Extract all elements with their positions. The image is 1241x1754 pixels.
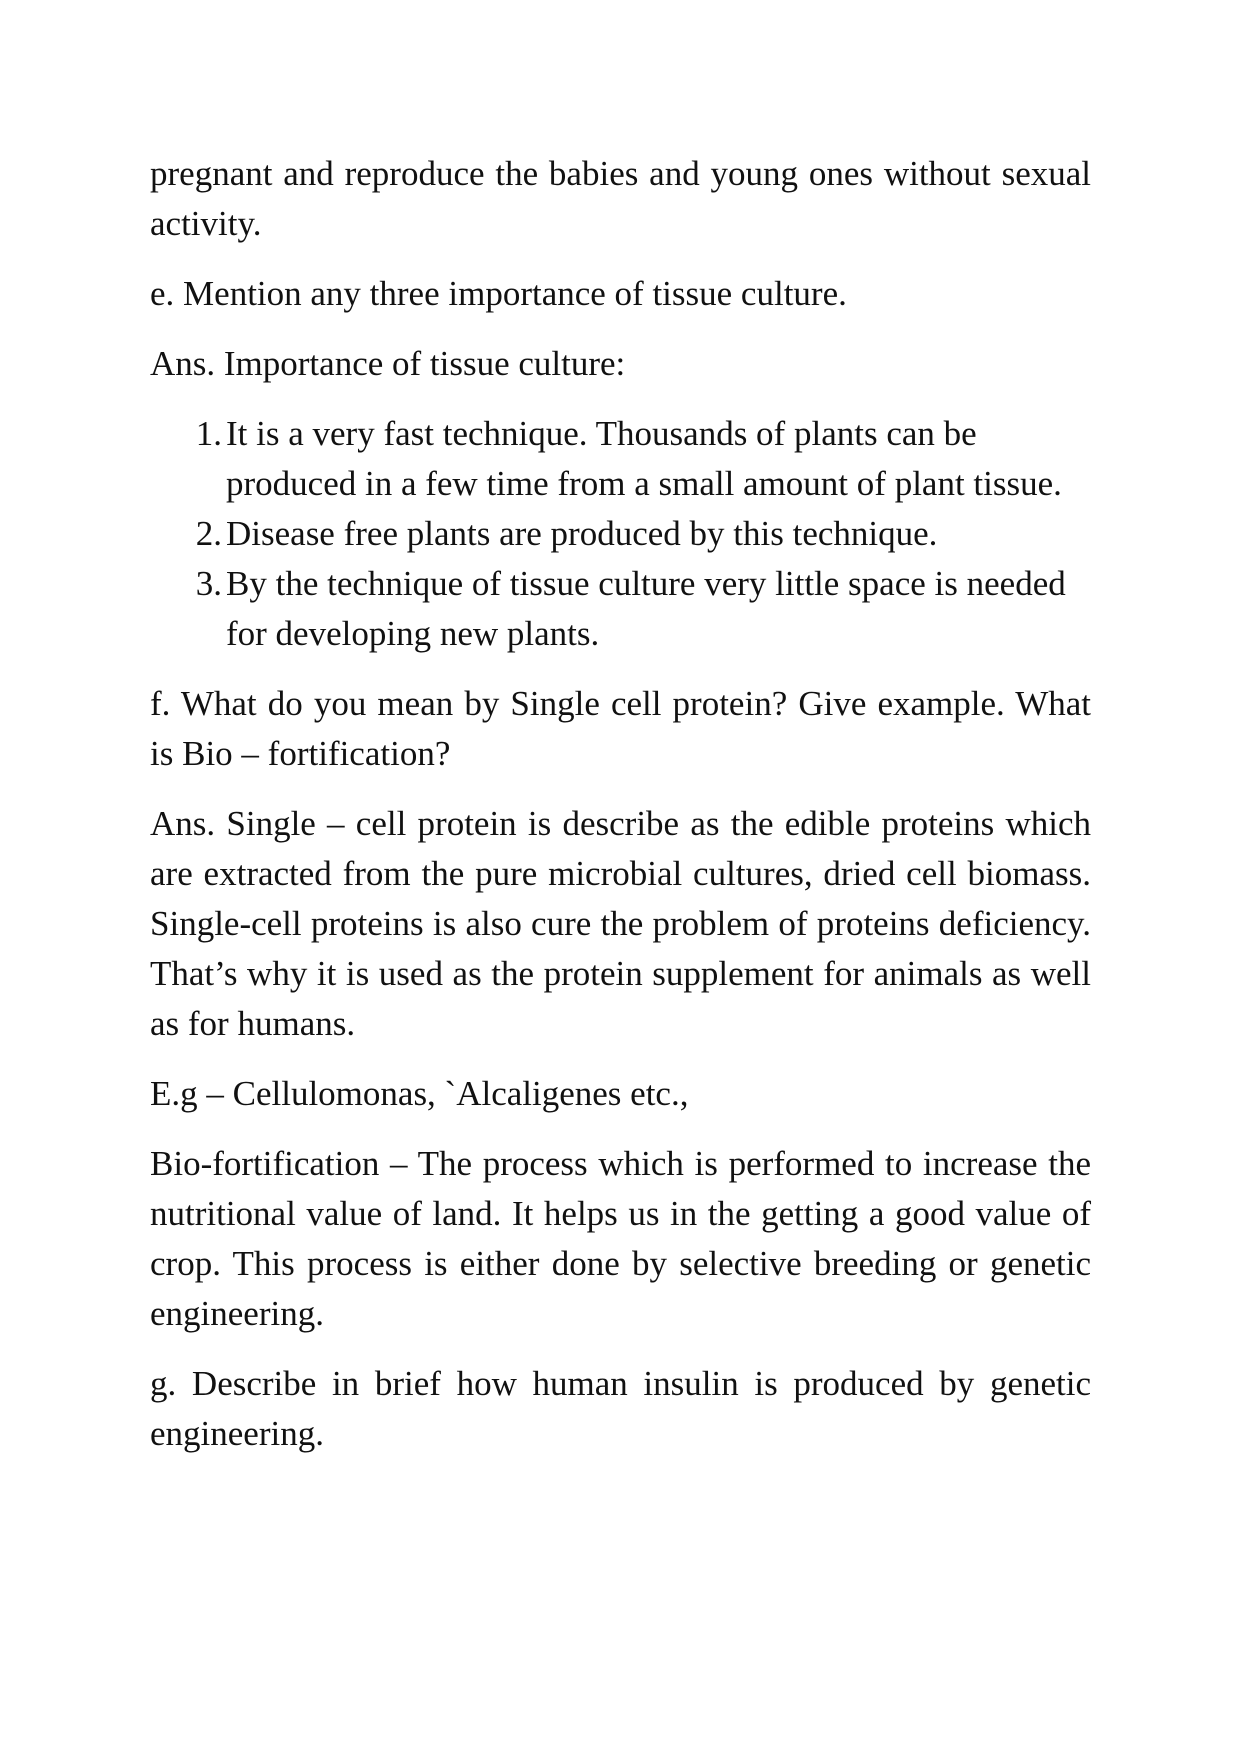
question-f: f. What do you mean by Single cell protein? Give example. What is Bio – fortification? — [150, 684, 1091, 773]
list-item — [195, 409, 1091, 509]
list-item-text: It is a very fast technique. Thousands of plants can be produced in a few time from a small amount of plant tissue. — [226, 414, 1062, 503]
list-item-number: 1. — [195, 414, 222, 453]
answer-e-heading: Ans. Importance of tissue culture: — [150, 344, 626, 383]
importance-list — [150, 409, 1091, 659]
list-item-number: 2. — [195, 514, 222, 553]
question-e: e. Mention any three importance of tissue culture. — [150, 274, 847, 313]
biofortification-f: Bio-fortification – The process which is performed to increase the nutritional value of land. It helps us in the getting a good value of crop. This process is either done by selective breeding or genetic engineering. — [150, 1144, 1091, 1333]
list-item-text: By the technique of tissue culture very little space is needed for developing new plants. — [226, 564, 1066, 653]
list-item — [195, 509, 1091, 559]
question-g: g. Describe in brief how human insulin is produced by genetic engineering. — [150, 1364, 1091, 1453]
list-item-number: 3. — [195, 564, 222, 603]
example-f: E.g – Cellulomonas, `Alcaligenes etc., — [150, 1074, 689, 1113]
list-item — [195, 559, 1091, 659]
answer-f: Ans. Single – cell protein is describe as the edible proteins which are extracted from the pure microbial cultures, dried cell biomass. Single-cell proteins is also cure the problem of proteins deficiency. That’s why it is used as the protein supplement for animals as well as for humans. — [150, 804, 1091, 1043]
paragraph-continuation: pregnant and reproduce the babies and young ones without sexual activity. — [150, 154, 1091, 243]
list-item-text: Disease free plants are produced by this technique. — [226, 514, 938, 553]
